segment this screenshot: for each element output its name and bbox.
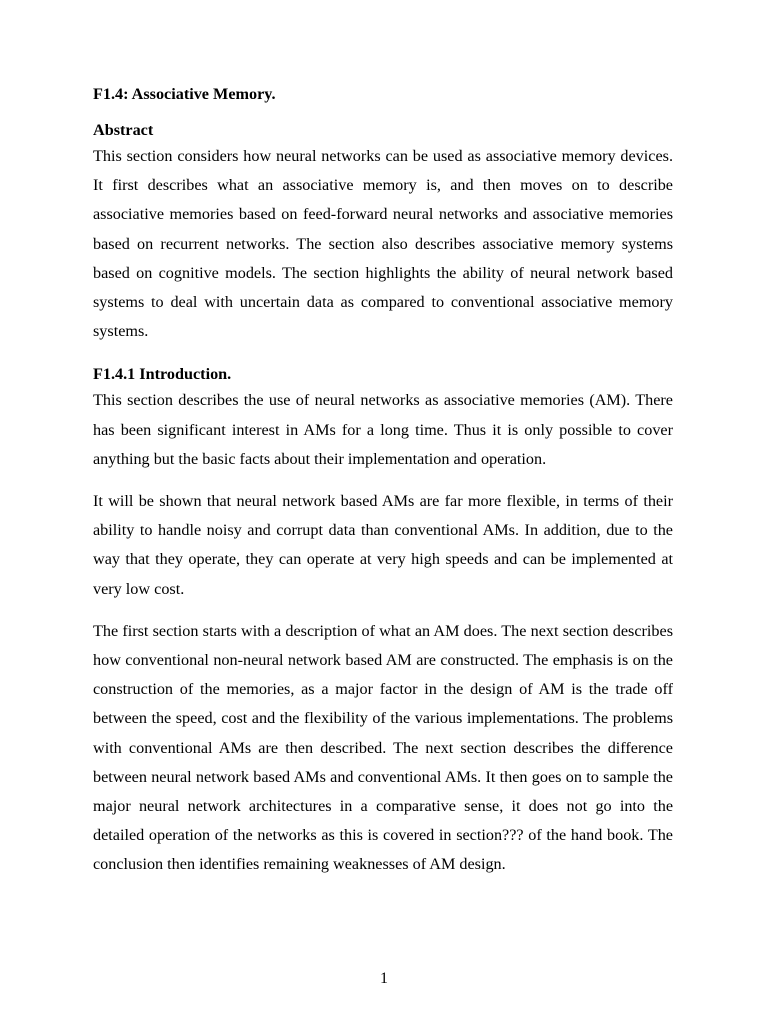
intro-paragraph-1: This section describes the use of neural networks as associative memories (AM). There has been significant interest in AMs for a long time. Thus it is only possible to cover anything but the basic facts about their implementation and operation. — [93, 391, 673, 468]
document-title: F1.4: Associative Memory. — [93, 85, 276, 103]
intro-paragraph-2: It will be shown that neural network based AMs are far more flexible, in terms of their ability to handle noisy and corrupt data than conventional AMs. In addition, due to the way that they operate, they can operate at very high speeds and can be implemented at very low cost. — [93, 492, 673, 598]
intro-paragraph-3: The first section starts with a description of what an AM does. The next section describes how conventional non-neural network based AM are constructed. The emphasis is on the construction of the memories, as a major factor in the design of AM is the trade off between the speed, cost and the flexibility of the various implementations. The problems with conventional AMs are then described. The next section describes the difference between neural network based AMs and conventional AMs. It then goes on to sample the major neural network architectures in a comparative sense, it does not go into the detailed operation of the networks as this is covered in section??? of the hand book. The conclusion then identifies remaining weaknesses of AM design. — [93, 621, 673, 874]
abstract-heading: Abstract — [93, 121, 154, 139]
page-number: 1 — [380, 970, 388, 987]
introduction-heading: F1.4.1 Introduction. — [93, 365, 232, 384]
document-page — [93, 82, 673, 880]
abstract-paragraph: This section considers how neural networks can be used as associative memory devices. It first describes what an associative memory is, and then moves on to describe associative memories based on feed-forward neural networks and associative memories based on recurrent networks. The section also describes associative memory systems based on cognitive models. The section highlights the ability of neural network based systems to deal with uncertain data as compared to conventional associative memory systems. — [93, 147, 673, 341]
